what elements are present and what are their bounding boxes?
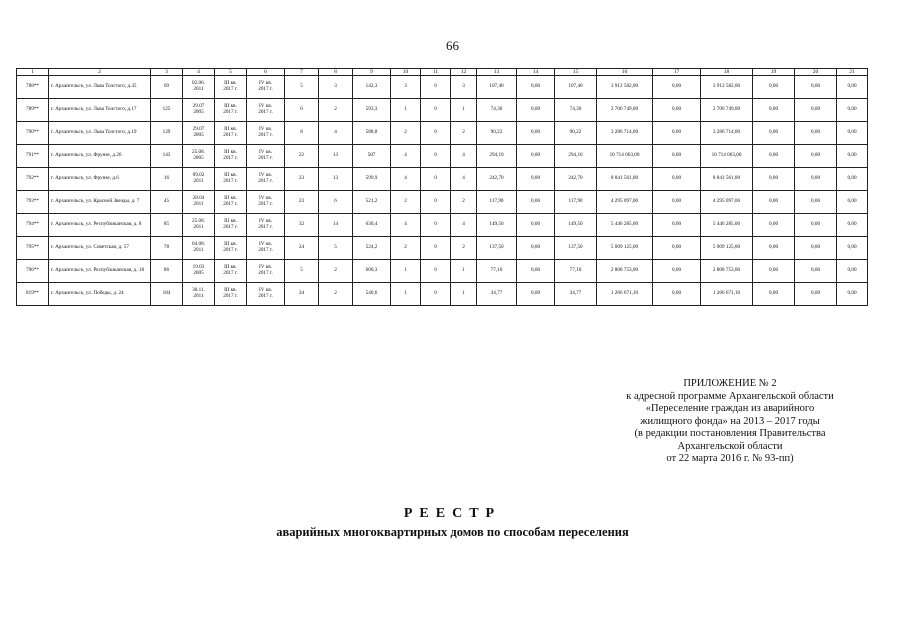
table-cell: 13 bbox=[319, 145, 353, 168]
address-cell: г. Архангельск, ул. Победы, д. 24 bbox=[49, 283, 151, 306]
table-cell: 10 714 063,00 bbox=[597, 145, 653, 168]
table-cell: 28.04 2011 bbox=[183, 191, 215, 214]
table-cell: 0,00 bbox=[753, 214, 795, 237]
address-cell: г. Архангельск, ул. Фрунзе, д.26 bbox=[49, 145, 151, 168]
table-cell: 69 bbox=[151, 76, 183, 99]
table-cell: 0,00 bbox=[517, 283, 555, 306]
table-cell: III кв. 2017 г. bbox=[215, 191, 247, 214]
table-cell: 0,00 bbox=[837, 260, 868, 283]
table-cell: III кв. 2017 г. bbox=[215, 76, 247, 99]
table-cell: III кв. 2017 г. bbox=[215, 283, 247, 306]
table-cell: 0,00 bbox=[653, 260, 701, 283]
table-cell: 794** bbox=[17, 214, 49, 237]
table-cell: 5 bbox=[285, 76, 319, 99]
appendix-line: к адресной программе Архангельской области bbox=[626, 390, 834, 402]
appendix-line: ПРИЛОЖЕНИЕ № 2 bbox=[683, 378, 777, 389]
appendix-line: (в редакции постановления Правительства bbox=[634, 428, 826, 439]
table-cell: 1 bbox=[391, 99, 421, 122]
table-cell: 0,00 bbox=[837, 214, 868, 237]
table-cell: 0,00 bbox=[753, 283, 795, 306]
table-cell: 0,00 bbox=[753, 76, 795, 99]
table-cell: 0,00 bbox=[653, 283, 701, 306]
table-cell: 1 bbox=[451, 99, 477, 122]
table-cell: 90,22 bbox=[555, 122, 597, 145]
table-cell: 540,6 bbox=[353, 283, 391, 306]
table-row bbox=[17, 76, 868, 99]
column-number-cell: 16 bbox=[597, 69, 653, 76]
table-cell: 5 009 125,00 bbox=[597, 237, 653, 260]
table-cell: 0,00 bbox=[653, 99, 701, 122]
table-cell: 242,70 bbox=[555, 168, 597, 191]
table-cell: 0,00 bbox=[653, 214, 701, 237]
column-number-cell: 12 bbox=[451, 69, 477, 76]
column-number-cell: 9 bbox=[353, 69, 391, 76]
table-cell: 74,30 bbox=[555, 99, 597, 122]
table-cell: 593,3 bbox=[353, 99, 391, 122]
table-cell: 3 bbox=[319, 76, 353, 99]
table-cell: 0,00 bbox=[653, 122, 701, 145]
table-cell: IV кв. 2017 г. bbox=[247, 76, 285, 99]
table-cell: IV кв. 2017 г. bbox=[247, 283, 285, 306]
table-cell: 1 bbox=[451, 260, 477, 283]
table-cell: 0,00 bbox=[795, 237, 837, 260]
table-cell: 4 bbox=[319, 122, 353, 145]
table-row bbox=[17, 145, 868, 168]
table-cell: 0,00 bbox=[753, 145, 795, 168]
table-cell: IV кв. 2017 г. bbox=[247, 99, 285, 122]
table-cell: IV кв. 2017 г. bbox=[247, 168, 285, 191]
table-cell: 0,00 bbox=[753, 191, 795, 214]
table-cell: 4 295 097,00 bbox=[701, 191, 753, 214]
table-cell: 22 bbox=[285, 145, 319, 168]
table-cell: 0,00 bbox=[753, 99, 795, 122]
table-cell: 795** bbox=[17, 237, 49, 260]
table-cell: 587 bbox=[353, 145, 391, 168]
table-cell: 117,90 bbox=[555, 191, 597, 214]
column-number-cell: 8 bbox=[319, 69, 353, 76]
table-cell: 0,00 bbox=[753, 260, 795, 283]
registry-table bbox=[16, 68, 868, 306]
table-cell: 0,00 bbox=[753, 168, 795, 191]
appendix-line: Архангельской области bbox=[677, 440, 783, 452]
table-cell: III кв. 2017 г. bbox=[215, 168, 247, 191]
column-number-row bbox=[17, 69, 868, 76]
table-cell: 2 808 753,00 bbox=[597, 260, 653, 283]
table-cell: 107,40 bbox=[477, 76, 517, 99]
table-cell: 2 bbox=[451, 237, 477, 260]
table-cell: 8 841 561,00 bbox=[701, 168, 753, 191]
address-cell: г. Архангельск, ул. Советская, д. 57 bbox=[49, 237, 151, 260]
table-cell: 793** bbox=[17, 191, 49, 214]
table-cell: 8 841 561,00 bbox=[597, 168, 653, 191]
table-cell: 29.07 2005 bbox=[183, 99, 215, 122]
table-cell: 45 bbox=[151, 191, 183, 214]
table-cell: 2 706 749,00 bbox=[597, 99, 653, 122]
table-cell: 788** bbox=[17, 76, 49, 99]
table-cell: 2 706 749,00 bbox=[701, 99, 753, 122]
table-cell: 524,2 bbox=[353, 237, 391, 260]
table-row bbox=[17, 237, 868, 260]
table-cell: 588,8 bbox=[353, 122, 391, 145]
table-cell: 78 bbox=[151, 237, 183, 260]
table-cell: 184 bbox=[151, 283, 183, 306]
table-cell: 13 bbox=[319, 168, 353, 191]
table-cell: 125 bbox=[151, 99, 183, 122]
table-cell: 14 bbox=[319, 214, 353, 237]
column-number-cell: 21 bbox=[837, 69, 868, 76]
column-number-cell: 1 bbox=[17, 69, 49, 76]
table-cell: 5 446 285,00 bbox=[597, 214, 653, 237]
column-number-cell: 4 bbox=[183, 69, 215, 76]
column-number-cell: 20 bbox=[795, 69, 837, 76]
table-cell: 599,9 bbox=[353, 168, 391, 191]
table-cell: 25.08. 2011 bbox=[183, 214, 215, 237]
address-cell: г. Архангельск, ул. Льва Толстого, д.19 bbox=[49, 122, 151, 145]
table-cell: 23 bbox=[285, 191, 319, 214]
column-number-cell: 15 bbox=[555, 69, 597, 76]
table-cell: 5 bbox=[285, 260, 319, 283]
address-cell: г. Архангельск, ул. Льва Толстого, д.35 bbox=[49, 76, 151, 99]
table-cell: 0,00 bbox=[517, 168, 555, 191]
table-cell: 77,10 bbox=[477, 260, 517, 283]
table-cell: 3 286 714,00 bbox=[701, 122, 753, 145]
table-cell: 2 bbox=[319, 283, 353, 306]
table-row bbox=[17, 260, 868, 283]
table-cell: 819** bbox=[17, 283, 49, 306]
table-cell: IV кв. 2017 г. bbox=[247, 214, 285, 237]
table-cell: 0,00 bbox=[795, 283, 837, 306]
column-number-cell: 5 bbox=[215, 69, 247, 76]
table-cell: 1 bbox=[391, 260, 421, 283]
table-cell: 5 009 125,00 bbox=[701, 237, 753, 260]
table-cell: 2 bbox=[451, 191, 477, 214]
table-cell: 2 bbox=[319, 260, 353, 283]
table-cell: 0,00 bbox=[795, 260, 837, 283]
table-cell: 0,00 bbox=[753, 122, 795, 145]
table-cell: 4 bbox=[451, 168, 477, 191]
table-row bbox=[17, 99, 868, 122]
table-cell: 129 bbox=[151, 122, 183, 145]
table-cell: 149,50 bbox=[477, 214, 517, 237]
table-row bbox=[17, 191, 868, 214]
table-cell: 6 bbox=[285, 99, 319, 122]
appendix-note bbox=[590, 378, 870, 466]
table-cell: 0,00 bbox=[653, 168, 701, 191]
table-cell: 0,00 bbox=[837, 122, 868, 145]
table-cell: 77,10 bbox=[555, 260, 597, 283]
table-cell: IV кв. 2017 г. bbox=[247, 191, 285, 214]
table-cell: 5 bbox=[319, 237, 353, 260]
table-cell: 0,00 bbox=[837, 99, 868, 122]
table-cell: 143 bbox=[151, 145, 183, 168]
appendix-line: от 22 марта 2016 г. № 93-пп) bbox=[666, 453, 794, 464]
table-cell: 789** bbox=[17, 99, 49, 122]
table-cell: III кв. 2017 г. bbox=[215, 122, 247, 145]
table-cell: 0,00 bbox=[653, 237, 701, 260]
table-cell: 796** bbox=[17, 260, 49, 283]
table-cell: 117,90 bbox=[477, 191, 517, 214]
table-cell: 23 bbox=[285, 168, 319, 191]
table-cell: 4 bbox=[391, 168, 421, 191]
table-cell: III кв. 2017 г. bbox=[215, 214, 247, 237]
column-number-cell: 18 bbox=[701, 69, 753, 76]
table-cell: 0,00 bbox=[517, 99, 555, 122]
table-cell: 4 bbox=[451, 214, 477, 237]
table-cell: 34,77 bbox=[477, 283, 517, 306]
table-cell: 02.06. 2011 bbox=[183, 76, 215, 99]
table-cell: III кв. 2017 г. bbox=[215, 99, 247, 122]
table-cell: 0,00 bbox=[517, 191, 555, 214]
table-cell: 600,3 bbox=[353, 260, 391, 283]
table-cell: 0 bbox=[421, 168, 451, 191]
column-number-cell: 13 bbox=[477, 69, 517, 76]
table-cell: 294,10 bbox=[555, 145, 597, 168]
table-cell: 0,00 bbox=[837, 145, 868, 168]
table-cell: 0,00 bbox=[517, 260, 555, 283]
table-cell: 86 bbox=[151, 260, 183, 283]
table-cell: 0,00 bbox=[795, 191, 837, 214]
column-number-cell: 3 bbox=[151, 69, 183, 76]
table-row bbox=[17, 122, 868, 145]
table-cell: 137,50 bbox=[555, 237, 597, 260]
table-cell: 0,00 bbox=[517, 214, 555, 237]
table-cell: 19.03 2005 bbox=[183, 260, 215, 283]
table-cell: 2 bbox=[451, 122, 477, 145]
table-cell: 24 bbox=[285, 237, 319, 260]
table-cell: 791** bbox=[17, 145, 49, 168]
address-cell: г. Архангельск, ул. Фрунзе, д.6 bbox=[49, 168, 151, 191]
table-cell: 29.07 2005 bbox=[183, 122, 215, 145]
table-cell: 0,00 bbox=[517, 76, 555, 99]
table-row bbox=[17, 283, 868, 306]
table-cell: 107,40 bbox=[555, 76, 597, 99]
table-cell: 0,00 bbox=[795, 145, 837, 168]
table-cell: IV кв. 2017 г. bbox=[247, 260, 285, 283]
column-number-cell: 2 bbox=[49, 69, 151, 76]
table-cell: 30.11. 2011 bbox=[183, 283, 215, 306]
table-cell: 4 bbox=[451, 145, 477, 168]
column-number-cell: 17 bbox=[653, 69, 701, 76]
table-cell: 0 bbox=[421, 283, 451, 306]
address-cell: г. Архангельск, ул. Красной Звезды, д. 7 bbox=[49, 191, 151, 214]
table-cell: 294,10 bbox=[477, 145, 517, 168]
table-row bbox=[17, 168, 868, 191]
appendix-line: «Переселение граждан из аварийного bbox=[645, 403, 815, 414]
table-cell: 137,50 bbox=[477, 237, 517, 260]
column-number-cell: 14 bbox=[517, 69, 555, 76]
column-number-cell: 6 bbox=[247, 69, 285, 76]
table-cell: 0,00 bbox=[795, 76, 837, 99]
table-cell: 5 446 285,00 bbox=[701, 214, 753, 237]
registry-subtitle: аварийных многоквартирных домов по способам переселения bbox=[276, 525, 629, 539]
table-cell: 3 bbox=[451, 76, 477, 99]
table-cell: 790** bbox=[17, 122, 49, 145]
table-cell: 0,00 bbox=[517, 237, 555, 260]
table-cell: 521,2 bbox=[353, 191, 391, 214]
table-cell: 3 286 714,00 bbox=[597, 122, 653, 145]
table-cell: 10 714 063,00 bbox=[701, 145, 753, 168]
table-cell: 630,4 bbox=[353, 214, 391, 237]
table-cell: 142,3 bbox=[353, 76, 391, 99]
table-cell: 3 912 582,00 bbox=[597, 76, 653, 99]
registry-table-body bbox=[17, 69, 868, 306]
table-cell: 0,00 bbox=[837, 191, 868, 214]
column-number-cell: 19 bbox=[753, 69, 795, 76]
table-cell: 4 bbox=[391, 214, 421, 237]
table-cell: 0,00 bbox=[795, 168, 837, 191]
table-cell: 0 bbox=[421, 99, 451, 122]
table-cell: 0,00 bbox=[837, 283, 868, 306]
address-cell: г. Архангельск, ул. Республиканская, д. 8 bbox=[49, 214, 151, 237]
table-cell: 0,00 bbox=[795, 99, 837, 122]
table-cell: 0,00 bbox=[653, 191, 701, 214]
table-cell: 09.02 2011 bbox=[183, 168, 215, 191]
table-cell: 0 bbox=[421, 260, 451, 283]
table-cell: 2 bbox=[391, 191, 421, 214]
table-cell: 85 bbox=[151, 214, 183, 237]
table-cell: 90,22 bbox=[477, 122, 517, 145]
table-cell: 0,00 bbox=[517, 122, 555, 145]
table-cell: 1 266 671,10 bbox=[597, 283, 653, 306]
table-cell: 16 bbox=[151, 168, 183, 191]
table-cell: 792** bbox=[17, 168, 49, 191]
table-cell: 0,00 bbox=[837, 237, 868, 260]
table-cell: III кв. 2017 г. bbox=[215, 260, 247, 283]
table-cell: 6 bbox=[319, 191, 353, 214]
table-cell: III кв. 2017 г. bbox=[215, 237, 247, 260]
table-cell: 2 bbox=[319, 99, 353, 122]
table-cell: 149,50 bbox=[555, 214, 597, 237]
table-cell: IV кв. 2017 г. bbox=[247, 145, 285, 168]
table-cell: IV кв. 2017 г. bbox=[247, 122, 285, 145]
table-cell: 0 bbox=[421, 191, 451, 214]
table-cell: IV кв. 2017 г. bbox=[247, 237, 285, 260]
table-cell: 0,00 bbox=[517, 145, 555, 168]
address-cell: г. Архангельск, ул. Льва Толстого, д.17 bbox=[49, 99, 151, 122]
table-cell: 32 bbox=[285, 214, 319, 237]
table-cell: 0 bbox=[421, 145, 451, 168]
table-cell: 34,77 bbox=[555, 283, 597, 306]
table-cell: 34 bbox=[285, 283, 319, 306]
column-number-cell: 7 bbox=[285, 69, 319, 76]
table-cell: 0,00 bbox=[653, 145, 701, 168]
registry-title: РЕЕСТР bbox=[403, 506, 502, 521]
table-cell: 0,00 bbox=[653, 76, 701, 99]
table-cell: 2 bbox=[391, 237, 421, 260]
table-cell: 242,70 bbox=[477, 168, 517, 191]
table-cell: 3 bbox=[391, 76, 421, 99]
table-cell: 0,00 bbox=[753, 237, 795, 260]
table-cell: 25.08. 2005 bbox=[183, 145, 215, 168]
table-cell: 8 bbox=[285, 122, 319, 145]
table-cell: 0,00 bbox=[795, 214, 837, 237]
table-cell: 1 bbox=[391, 283, 421, 306]
table-cell: 0,00 bbox=[795, 122, 837, 145]
page-number: 66 bbox=[446, 38, 459, 53]
table-cell: 3 912 582,00 bbox=[701, 76, 753, 99]
table-cell: 4 bbox=[391, 145, 421, 168]
table-cell: 2 bbox=[391, 122, 421, 145]
table-cell: 0 bbox=[421, 237, 451, 260]
table-cell: 0,00 bbox=[837, 76, 868, 99]
table-cell: 0,00 bbox=[837, 168, 868, 191]
table-row bbox=[17, 214, 868, 237]
table-cell: 1 266 671,10 bbox=[701, 283, 753, 306]
table-cell: 1 bbox=[451, 283, 477, 306]
appendix-line: жилищного фонда» на 2013 – 2017 годы bbox=[640, 415, 820, 427]
table-cell: 2 808 753,00 bbox=[701, 260, 753, 283]
address-cell: г. Архангельск, ул. Республиканская, д. 18 bbox=[49, 260, 151, 283]
table-cell: 4 295 097,00 bbox=[597, 191, 653, 214]
table-cell: 0 bbox=[421, 214, 451, 237]
column-number-cell: 11 bbox=[421, 69, 451, 76]
table-cell: 0 bbox=[421, 122, 451, 145]
table-cell: 04.08. 2011 bbox=[183, 237, 215, 260]
table-cell: 0 bbox=[421, 76, 451, 99]
table-cell: III кв. 2017 г. bbox=[215, 145, 247, 168]
column-number-cell: 10 bbox=[391, 69, 421, 76]
table-cell: 74,30 bbox=[477, 99, 517, 122]
